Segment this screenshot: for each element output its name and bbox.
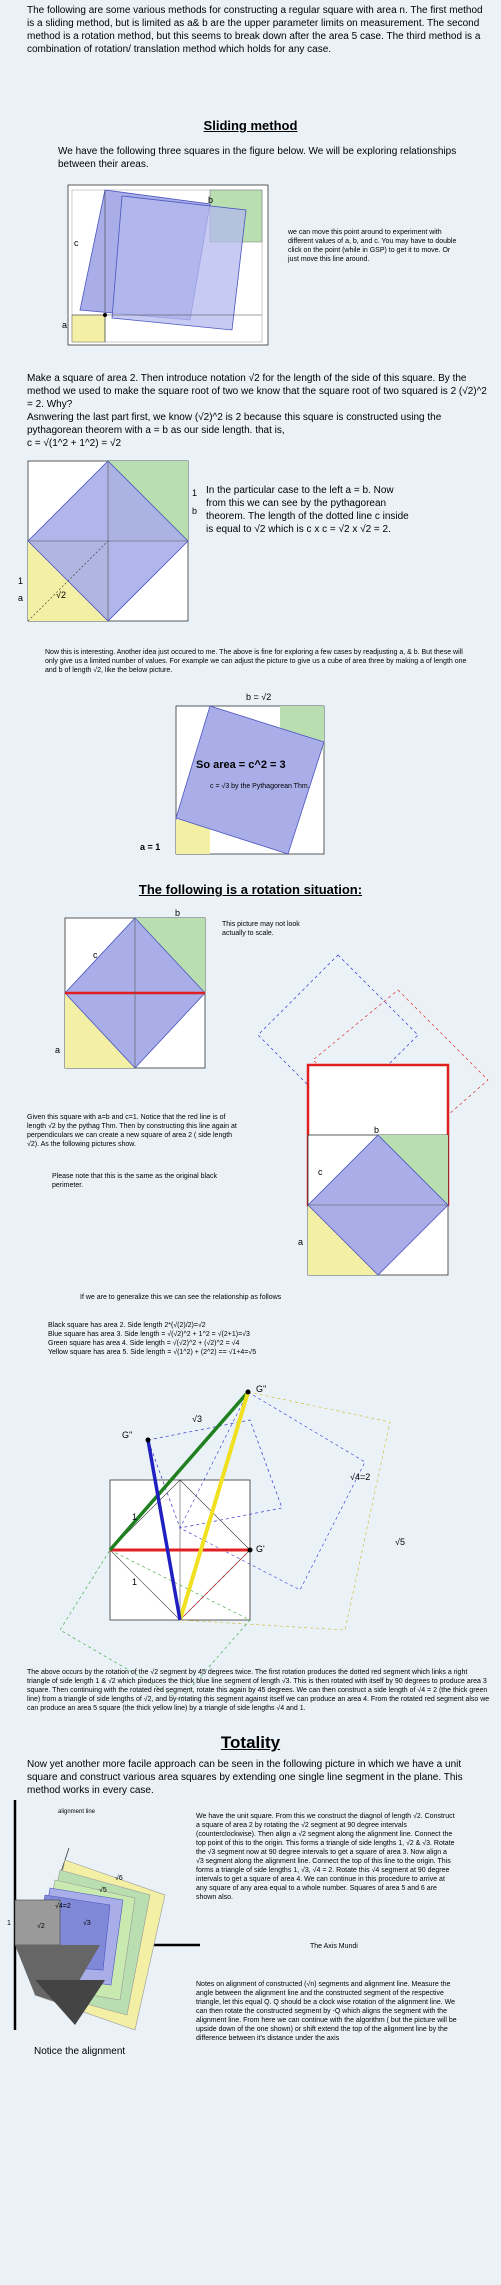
rot-label-a: a bbox=[55, 1045, 61, 1055]
label-r5: √5 bbox=[395, 1537, 405, 1547]
notice-alignment: Notice the alignment bbox=[34, 2046, 126, 2057]
sliding-note: we can move this point around to experiment with different values of a, b, and c. You may have to double click on the point (while in GSP) to get it to move. Or just move this line around. bbox=[288, 229, 457, 263]
tot-label-r5: √5 bbox=[99, 1887, 107, 1894]
label-r4: √4=2 bbox=[350, 1472, 371, 1482]
rotation-figure-small bbox=[55, 908, 215, 1078]
area2-label-r2: √2 bbox=[56, 590, 66, 600]
above-occurs-text: The above occurs by the rotation of the √2 segment by 45 degrees twice. The first rotation produces the dotted red segment which links a right triangle of side length 1 & √2 which produces the thick blue line segment of length √3. This is then rotated with itself by 90 degrees to produce area 3 square. Then continuing with the rotated red segment, rotate this again by 45 degrees. We can then construct a side length of √4 = 2 (the thick green line) from a triangle of side lengths of √2, and by rotating this segment against itself we can produce an area 4. From the rotated red segment also we can produce an area 5 square (the thick yellow line) by a triangle of side lengths √4 and 1. bbox=[27, 1669, 490, 1712]
area2-label-1b: 1 bbox=[18, 576, 24, 586]
area2-p2: Asnwering the last part first, we know (√2)^2 is 2 because this square is constructed using the pythagorean theorem with a = b as our side length. that is, bbox=[27, 412, 442, 436]
label-r3: √3 bbox=[192, 1414, 202, 1424]
area3-c-label: c = √3 by the Pythagorean Thm. bbox=[210, 783, 310, 790]
label-G2: G'' bbox=[256, 1384, 267, 1394]
rotation-text: Given this square with a=b and c=1. Notice that the red line is of length √2 by the pythag Thm. Then by constructing this line again at perpendiculars we can create a new square of area 2 ( side length √2). As the following pictures show. bbox=[27, 1114, 237, 1148]
area3-figure bbox=[140, 690, 340, 870]
area2-label-1: 1 bbox=[192, 488, 198, 498]
totality-heading: Totality bbox=[220, 1733, 281, 1752]
totality-text: Now yet another more facile approach can be seen in the following picture in which we have a unit square and construct various area squares by extending one single line segment in the plane. This method works in every case. bbox=[27, 1759, 463, 1796]
sliding-label-a: a bbox=[62, 320, 68, 330]
general-line: Yellow square has area 5. Side length = √(1^2) + (2^2) == √1+4=√5 bbox=[48, 1349, 257, 1356]
area2-right-text: In the particular case to the left a = b. Now from this we can see by the pythagorean theorem. The length of the dotted line c inside is equal to √2 which is c x c = √2 x √2 = 2. bbox=[206, 485, 409, 535]
area3-label-b: b = √2 bbox=[246, 692, 272, 702]
totality-desc: We have the unit square. From this we construct the diagnol of length √2. Construct a square of area 2 by rotating the √2 segment at 90 degree intervals (counterclockwise). Then align a √2 segment along the alignment line. Connect the top point of this to the origin. This forms a triangle of side lengths 1, √2 & √3. Rotate the √3 segment now at 90 degree intervals to get a square of area 3. Now align a √3 segment along the alignment line. Connect the top of this line to the origin. This forms a triangle of side lengths 1, √3, √4 = 2. Rotate this √4 segment at 90 degree intervals to get a square of area 4. We can continue in this procedure to arrive at any square of any area equal to a whole number. Squares of area 5 and 6 are shown also. bbox=[196, 1813, 455, 1901]
sliding-label-b: b bbox=[208, 195, 214, 205]
area2-p3: c = √(1^2 + 1^2) = √2 bbox=[27, 438, 122, 449]
totality-notes: Notes on alignment of constructed (√n) segments and alignment line. Measure the angle between the alignment line and the constructed segment of the respective triangle, let this equal Q. Q should be a clock wise rotation of the alignment line. We can then rotate the constructed segment by -Q which aligns the segment with the alignment line. From here we can continue with the algorithm ( but the picture will be upside down of the one shown) or shift extend the top of the alignment line by the difference between it's distance under the axis bbox=[196, 1981, 457, 2042]
general-line: Blue square has area 3. Side length = √(√2)^2 + 1^2 = √(2+1)=√3 bbox=[48, 1331, 250, 1338]
area2-p1: Make a square of area 2. Then introduce notation √2 for the length of the side of this square. By the method we used to make the square root of two we know that the square root of two squared is 2 (√2)^2 = 2. Why? bbox=[27, 373, 487, 410]
sliding-label-c: c bbox=[74, 238, 79, 248]
label-G1: G' bbox=[256, 1544, 265, 1554]
label-one-2: 1 bbox=[132, 1577, 138, 1587]
area3-area-label: So area = c^2 = 3 bbox=[196, 759, 286, 771]
alignment-label: alignment line bbox=[58, 1809, 96, 1815]
general-line: Green square has area 4. Side length = √(√2)^2 + (√2)^2 = √4 bbox=[48, 1340, 240, 1347]
drag-point[interactable] bbox=[103, 313, 107, 317]
tot-label-1: 1 bbox=[7, 1920, 11, 1927]
tot-label-r6: √6 bbox=[115, 1875, 123, 1882]
rotation-note2: Please note that this is the same as the original black perimeter. bbox=[52, 1173, 217, 1189]
rot-label-b: b bbox=[175, 908, 181, 918]
label-G0: G'' bbox=[122, 1430, 133, 1440]
tot-label-r2: √2 bbox=[37, 1923, 45, 1930]
area2-figure bbox=[18, 456, 198, 631]
rot2-label-b: b bbox=[374, 1125, 380, 1135]
axis-mundi-label: The Axis Mundi bbox=[310, 1943, 358, 1950]
interesting-text: Now this is interesting. Another idea just occured to me. The above is fine for exploring a few cases by readjusting a, & b. But these will only give us a limited number of values. For example we can adjust the picture to give us a cube of area three by making a of length one and b of length √2, like the below picture. bbox=[45, 649, 467, 674]
general-intro: If we are to generalize this we can see the relationship as follows bbox=[80, 1294, 282, 1301]
tot-label-r42: √4=2 bbox=[55, 1903, 71, 1910]
rotation-figure-large bbox=[258, 950, 498, 1280]
generalize-figure bbox=[100, 1380, 500, 1650]
rotation-heading: The following is a rotation situation: bbox=[138, 882, 363, 897]
area3-a-label: a = 1 bbox=[140, 842, 161, 852]
sliding-heading: Sliding method bbox=[203, 118, 298, 133]
intro-paragraph: The following are some various methods for constructing a regular square with area n. The first method is a sliding method, but is limited as a& b are the upper parameter limits on measurement. The second method is a rotation method, but this seems to break down after the area 5 case. The third method is a combination of rotation/ translation method which holds for any case. bbox=[27, 5, 483, 55]
general-line: Black square has area 2. Side length 2*(√(2)/2)=√2 bbox=[48, 1322, 206, 1329]
rot-label-c: c bbox=[93, 950, 98, 960]
rot2-label-c: c bbox=[318, 1167, 323, 1177]
area2-label-a: a bbox=[18, 593, 24, 603]
sliding-text: We have the following three squares in the figure below. We will be exploring relationships between their areas. bbox=[58, 146, 457, 170]
area2-label-b: b bbox=[192, 506, 198, 516]
sliding-figure bbox=[60, 180, 300, 350]
rotation-note: This picture may not look actually to scale. bbox=[222, 921, 300, 937]
label-one: 1 bbox=[132, 1512, 138, 1522]
tot-label-r3: √3 bbox=[83, 1920, 91, 1927]
rot2-label-a: a bbox=[298, 1237, 304, 1247]
general-lines bbox=[48, 1321, 468, 1357]
